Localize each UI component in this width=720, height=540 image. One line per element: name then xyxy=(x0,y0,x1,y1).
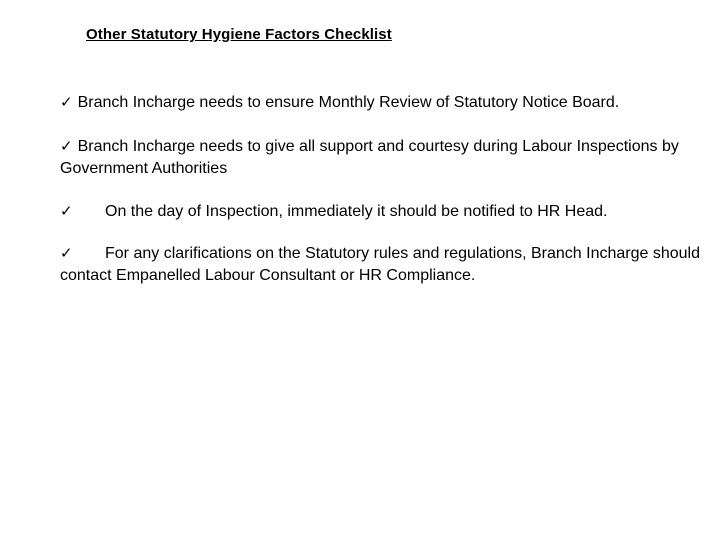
checklist-item-text: On the day of Inspection, immediately it should be notified to HR Head. xyxy=(105,203,608,220)
checklist-item-clarifications xyxy=(60,242,710,287)
checkmark-icon: ✓ xyxy=(60,93,73,111)
checkmark-icon: ✓ xyxy=(60,202,73,220)
checklist-item-labour-inspections xyxy=(60,135,710,180)
checklist-item-text: Branch Incharge needs to ensure Monthly Review of Statutory Notice Board. xyxy=(77,94,620,111)
checkmark-icon: ✓ xyxy=(60,244,73,262)
checkmark-icon: ✓ xyxy=(60,137,73,155)
checklist-item-monthly-review xyxy=(60,91,710,114)
checklist-item-text: Branch Incharge needs to give all support and courtesy during Labour Inspections by Government Authorities xyxy=(60,138,679,177)
checklist-item-inspection-day xyxy=(60,200,710,223)
page-title: Other Statutory Hygiene Factors Checklist xyxy=(86,26,392,43)
checklist-item-text: For any clarifications on the Statutory rules and regulations, Branch Incharge should contact Empanelled Labour Consultant or HR Compliance. xyxy=(60,245,700,284)
